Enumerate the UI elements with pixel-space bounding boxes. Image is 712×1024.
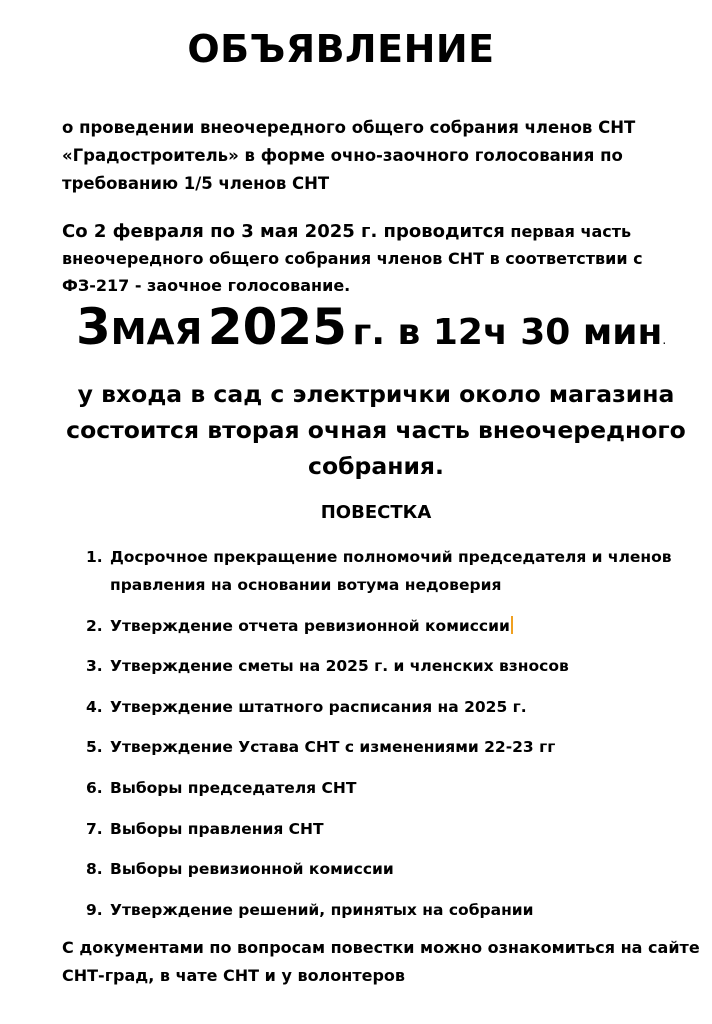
meeting-location: у входа в сад с электрички около магазина состоится вторая очная часть внеочередного собрания. — [66, 380, 686, 480]
announcement-title: ОБЪЯВЛЕНИЕ — [187, 27, 495, 71]
agenda-item-text: Утверждение отчета ревизионной комиссии — [110, 617, 510, 635]
meeting-month: МАЯ — [110, 312, 203, 353]
agenda-item-number: 5. — [86, 738, 103, 756]
agenda-item-3 — [86, 652, 686, 680]
meeting-year: 2025 — [207, 298, 347, 356]
agenda-heading: ПОВЕСТКА — [320, 502, 432, 523]
agenda-item-number: 8. — [86, 860, 103, 878]
agenda-item-2 — [86, 612, 686, 640]
voting-period — [62, 218, 702, 299]
agenda-item-number: 1. — [86, 548, 103, 566]
meeting-day: 3 — [76, 298, 111, 356]
voting-period-details: первая часть внеочередного общего собрания членов СНТ в соответствии с ФЗ-217 - заочное голосование. — [62, 222, 643, 295]
agenda-item-number: 3. — [86, 657, 103, 675]
agenda-item-number: 6. — [86, 779, 103, 797]
voting-period-lead: Со 2 февраля по 3 мая 2025 г. проводится — [62, 221, 505, 242]
agenda-item-text: Досрочное прекращение полномочий председателя и членов правления на основании вотума недоверия — [110, 548, 672, 594]
announcement-subtitle: о проведении внеочередного общего собрания членов СНТ «Градостроитель» в форме очно-заочного голосования по требованию 1/5 членов СНТ — [62, 118, 636, 193]
meeting-date-dot: . — [662, 333, 667, 347]
documents-note: С документами по вопросам повестки можно ознакомиться на сайте СНТ-град, в чате СНТ и у волонтеров — [62, 938, 700, 985]
agenda-item-text: Утверждение сметы на 2025 г. и членских взносов — [110, 657, 569, 675]
agenda-item-text: Выборы правления СНТ — [110, 820, 324, 838]
meeting-time: г. в 12ч 30 мин — [352, 312, 663, 353]
agenda-item-9 — [86, 896, 686, 924]
agenda-item-text: Утверждение решений, принятых на собрании — [110, 901, 534, 919]
agenda-item-5 — [86, 733, 686, 761]
agenda-item-number: 2. — [86, 617, 103, 635]
meeting-date — [76, 298, 712, 356]
agenda-item-text: Утверждение Устава СНТ с изменениями 22-23 гг — [110, 738, 556, 756]
agenda-item-1 — [86, 543, 686, 599]
agenda-item-number: 4. — [86, 698, 103, 716]
agenda-item-number: 9. — [86, 901, 103, 919]
agenda-item-text: Утверждение штатного расписания на 2025 г. — [110, 698, 527, 716]
agenda-item-number: 7. — [86, 820, 103, 838]
agenda-item-7 — [86, 815, 686, 843]
agenda-item-text: Выборы ревизионной комиссии — [110, 860, 394, 878]
agenda-item-4 — [86, 693, 686, 721]
agenda-item-6 — [86, 774, 686, 802]
agenda-item-8 — [86, 855, 686, 883]
agenda-item-text: Выборы председателя СНТ — [110, 779, 357, 797]
text-cursor — [511, 616, 513, 634]
